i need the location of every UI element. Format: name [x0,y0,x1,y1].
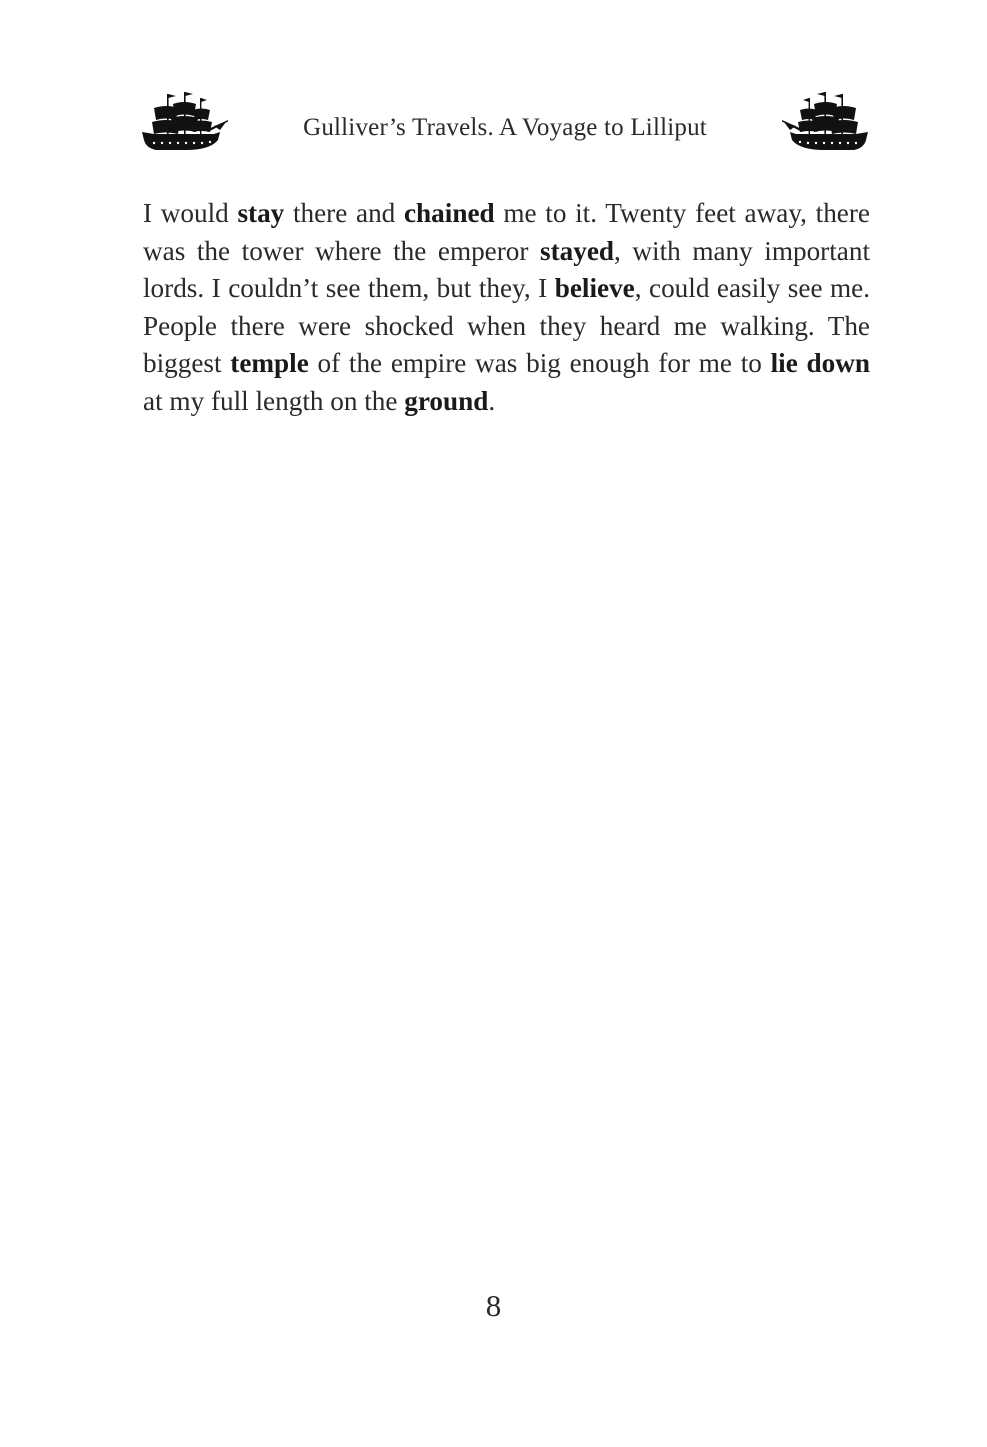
vocab-word: lie down [770,348,870,379]
text-segment: of the empire was big enough for me to [308,348,771,379]
text-segment: me to it. Twenty feet away, there was the tower where the emperor [143,198,870,266]
text-segment: there and [284,198,404,228]
sailing-ship-icon [780,90,870,156]
text-segment: at my full length on the [143,385,405,416]
vocab-word: believe [554,273,635,304]
running-header [140,90,870,160]
vocab-word: chained [403,198,495,228]
vocab-word: stayed [540,235,615,266]
page-number: 8 [485,1288,502,1323]
running-title: Gulliver’s Travels. A Voyage to Lilliput [303,114,707,141]
body-paragraph [143,195,870,421]
text-segment: , could easily see me. People there were shocked when they heard me walking. The biggest [143,273,871,379]
text-segment: , with many important lords. I couldn’t see them, but they, I [143,235,870,304]
vocab-word: temple [230,348,309,379]
vocab-word: stay [237,198,285,228]
text-segment: . [488,385,496,416]
text-segment: I would [143,198,238,228]
vocab-word: ground [404,385,489,416]
